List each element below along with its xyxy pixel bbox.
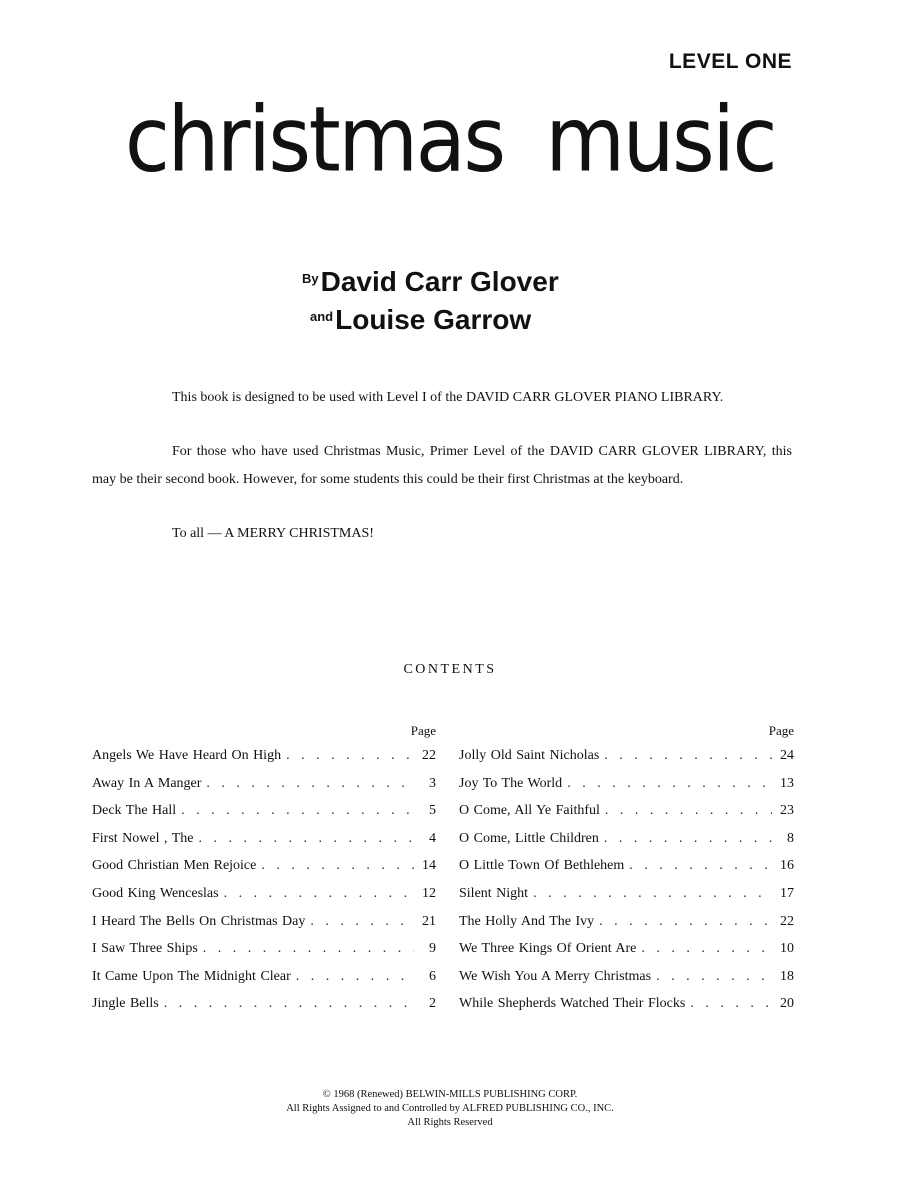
toc-entry-page: 22 <box>780 913 794 929</box>
toc-entry-title: Away In A Manger <box>92 775 202 791</box>
toc-entry-title: While Shepherds Watched Their Flocks <box>459 996 686 1012</box>
author-line <box>310 306 559 344</box>
author-prefix: By <box>302 271 319 286</box>
dot-leader <box>159 990 414 1018</box>
toc-entry-page: 22 <box>422 748 436 763</box>
dot-leader <box>600 797 772 825</box>
toc-entry-title: O Little Town Of Bethlehem <box>459 858 625 874</box>
toc-entry <box>92 963 436 991</box>
toc-entry-page: 21 <box>422 913 436 929</box>
toc-entry-title: Good King Wenceslas <box>92 885 219 901</box>
dot-leader <box>636 935 772 963</box>
dot-leader <box>219 880 414 908</box>
book-title: christmas music <box>124 88 776 193</box>
dot-leader <box>176 797 414 825</box>
intro-paragraph: To all — A MERRY CHRISTMAS! <box>172 526 374 541</box>
author-line <box>302 268 559 306</box>
toc-entry-page: 8 <box>787 830 794 846</box>
toc-entry-page: 2 <box>429 996 436 1012</box>
toc-entry-page: 18 <box>780 968 794 984</box>
toc-entry <box>459 935 794 963</box>
toc-entry-title: First Nowel , The <box>92 830 194 846</box>
dot-leader <box>281 742 414 770</box>
toc-entry <box>92 742 436 770</box>
toc-entry-title: O Come, All Ye Faithful <box>459 803 600 819</box>
toc-entry <box>92 825 436 853</box>
toc-entry <box>459 990 794 1018</box>
toc-entry-page: 16 <box>780 858 794 874</box>
dot-leader <box>198 935 414 963</box>
toc-entry-page: 5 <box>429 803 436 819</box>
toc-entry-page: 6 <box>429 968 436 984</box>
dot-leader <box>599 742 772 770</box>
intro-text <box>92 384 792 574</box>
toc-entry-page: 13 <box>780 775 794 791</box>
toc-entry-title: Silent Night <box>459 885 529 901</box>
author-name: David Carr Glover <box>320 266 559 297</box>
toc-entry <box>92 935 436 963</box>
dot-leader <box>562 770 772 798</box>
toc-entry-title: Jingle Bells <box>92 996 159 1012</box>
toc-entry-title: We Three Kings Of Orient Are <box>459 941 637 957</box>
toc-entry <box>92 880 436 908</box>
toc-entry-title: Angels We Have Heard On High <box>92 748 282 763</box>
copyright-line: All Rights Assigned to and Controlled by ALFRED PUBLISHING CO., INC. <box>286 1103 614 1114</box>
toc-entry <box>92 990 436 1018</box>
toc-entry <box>92 852 436 880</box>
dot-leader <box>651 963 772 991</box>
toc-entry <box>92 908 436 936</box>
intro-paragraph: For those who have used Christmas Music, Primer Level of the DAVID CARR GLOVER LIBRARY, this may be their second book. However, for some students this could be their first Christmas at the keyboard. <box>92 444 792 487</box>
toc-entry-page: 14 <box>422 858 436 874</box>
toc-entry-title: The Holly And The Ivy <box>459 913 595 929</box>
toc-entry-title: O Come, Little Children <box>459 830 599 846</box>
dot-leader <box>256 852 414 880</box>
toc-entry-page: 10 <box>780 941 794 957</box>
toc-entry-page: 4 <box>429 830 436 846</box>
toc-entry-page: 9 <box>429 941 436 957</box>
level-label: LEVEL ONE <box>668 50 792 73</box>
dot-leader <box>599 825 772 853</box>
page-column-label: Page <box>768 723 794 738</box>
toc-entry-title: Good Christian Men Rejoice <box>92 858 257 874</box>
toc-entry-page: 24 <box>780 748 794 763</box>
toc-entry-title: We Wish You A Merry Christmas <box>459 968 652 984</box>
dot-leader <box>305 908 414 936</box>
toc-entry-page: 17 <box>780 885 794 901</box>
toc-entry <box>459 825 794 853</box>
toc-entry <box>459 852 794 880</box>
toc-entry-title: It Came Upon The Midnight Clear <box>92 968 291 984</box>
toc-entry <box>459 880 794 908</box>
intro-paragraph: This book is designed to be used with Level I of the DAVID CARR GLOVER PIANO LIBRARY. <box>172 390 724 405</box>
page-column-label: Page <box>410 723 436 738</box>
dot-leader <box>594 908 772 936</box>
toc-entry <box>459 908 794 936</box>
toc-entry <box>459 770 794 798</box>
authors <box>302 268 559 344</box>
copyright-notice <box>0 1088 900 1130</box>
dot-leader <box>528 880 772 908</box>
toc-entry <box>92 797 436 825</box>
toc-entry <box>459 797 794 825</box>
toc-entry <box>92 770 436 798</box>
dot-leader <box>624 852 772 880</box>
toc-right-column <box>459 720 794 1018</box>
toc-entry <box>459 963 794 991</box>
toc-left-column <box>92 720 436 1018</box>
copyright-line: © 1968 (Renewed) BELWIN-MILLS PUBLISHING CORP. <box>322 1089 578 1100</box>
copyright-line: All Rights Reserved <box>407 1117 493 1128</box>
toc-entry-page: 12 <box>422 885 436 901</box>
author-name: Louise Garrow <box>335 304 532 335</box>
dot-leader <box>194 825 414 853</box>
toc-entry-title: Joy To The World <box>459 775 563 791</box>
dot-leader <box>201 770 414 798</box>
toc-entry-title: Jolly Old Saint Nicholas <box>459 748 600 763</box>
toc-entry-title: I Heard The Bells On Christmas Day <box>92 913 306 929</box>
contents-heading: CONTENTS <box>403 662 497 677</box>
toc-entry-page: 23 <box>780 803 794 819</box>
toc-entry-title: I Saw Three Ships <box>92 941 198 957</box>
toc-entry-page: 20 <box>780 996 794 1012</box>
dot-leader <box>685 990 772 1018</box>
author-prefix: and <box>310 309 334 324</box>
toc-entry-title: Deck The Hall <box>92 803 177 819</box>
dot-leader <box>291 963 414 991</box>
toc-entry <box>459 742 794 770</box>
toc-entry-page: 3 <box>429 775 436 791</box>
